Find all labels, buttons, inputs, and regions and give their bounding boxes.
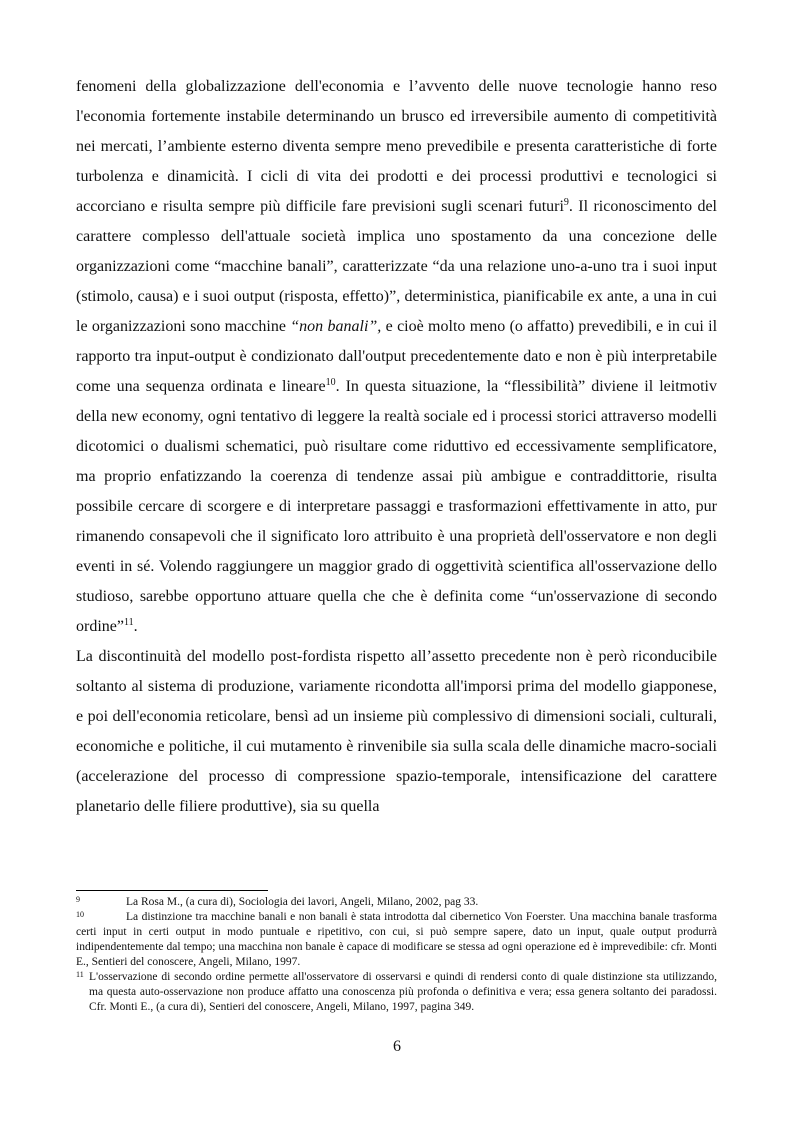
paragraph-2: La discontinuità del modello post-fordista rispetto all’assetto precedente non è però riconducibile soltanto al sistema di produzione, variamente ricondotta all'imporsi prima del modello giapponese, e poi dell'economia reticolare, bensì ad un insieme più complessivo di dimensioni sociali, culturali, economiche e politiche, il cui mutamento è rinvenibile sia sulla scala delle dinamiche macro-sociali (accelerazione del processo di compressione spazio-temporale, intensificazione del carattere planetario delle filiere produttive), sia su quella xyxy=(76,648,717,815)
paragraph-1 xyxy=(76,72,717,642)
footnote-number: 9 xyxy=(76,895,80,904)
footnote-separator xyxy=(76,890,268,891)
footnote-text: La Rosa M., (a cura di), Sociologia dei lavori, Angeli, Milano, 2002, pag 33. xyxy=(126,896,479,908)
paragraph-1-part-e: . xyxy=(133,618,138,635)
footnote-9 xyxy=(76,895,717,910)
paragraph-1-part-d: . In questa situazione, la “flessibilità” diviene il leitmotiv della new economy, ogni tentativo di leggere la realtà sociale ed i processi storici attraverso modelli dicotomici o dualismi schematici, può risultare come riduttivo ed eccessivamente semplificatore, ma proprio enfatizzando la coerenza di tendenze assai più ambigue e contraddittorie, risulta possibile cercare di scorgere e di interpretare passaggi e trasformazioni effettivamente in atto, pur rimanendo consapevoli che il significato loro attribuito è una proprietà dell'osservatore e non degli eventi in sé. Volendo raggiungere un maggior grado di oggettività scientifica all'osservazione dello studioso, sarebbe opportuno attuare quella che che è definita come “un'osservazione di secondo ordine” xyxy=(76,378,717,635)
footnote-10 xyxy=(76,910,717,970)
paragraph-1-part-a: fenomeni della globalizzazione dell'economia e l’avvento delle nuove tecnologie hanno reso l'economia fortemente instabile determinando un brusco ed irreversibile aumento di competitività nei mercati, l’ambiente esterno diventa sempre meno prevedibile e presenta caratteristiche di forte turbolenza e dinamicità. I cicli di vita dei prodotti e dei processi produttivi e tecnologici si accorciano e risulta sempre più difficile fare previsioni sugli scenari futuri xyxy=(76,78,717,215)
footnote-ref-11[interactable]: 11 xyxy=(123,617,134,628)
footnote-11 xyxy=(76,970,717,1015)
footnote-number: 10 xyxy=(76,910,84,919)
paragraph-1-part-c: e cioè molto meno (o affatto) prevedibili, e in cui il rapporto tra input-output è condizionato dall'output precedentemente dato e non è più interpretabile come una sequenza ordinata e lineare xyxy=(76,318,718,395)
footnote-text: L'osservazione di secondo ordine permette all'osservatore di osservarsi e quindi di rendersi conto di quale distinzione sta utilizzando, ma questa auto-osservazione non produce affatto una conoscenza più profonda o definitiva e vera; essa genera soltanto dei paradossi. Cfr. Monti E., (a cura di), Sentieri del conoscere, Angeli, Milano, 1997, pagina 349. xyxy=(89,971,717,1013)
footnote-text: La distinzione tra macchine banali e non banali è stata introdotta dal cibernetico Von Foerster. Una macchina banale trasforma certi input in certi output in modo puntuale e ripetitivo, con cui, si può sempre sapere, dato un input, quale output produrrà indipendentemente dal tempo; una macchina non banale è capace di modificare se stessa ad ogni operazione ed è imprevedibile: cfr. Monti E., Sentieri del conoscere, Angeli, Milano, 1997. xyxy=(76,911,717,968)
paragraph-1-part-b: . Il riconoscimento del carattere complesso dell'attuale società implica uno spostamento da una concezione delle organizzazioni come “macchine banali”, caratterizzate “da una relazione uno-a-uno tra i suoi input (stimolo, causa) e i suoi output (risposta, effetto)”, deterministica, pianificabile ex ante, a una in cui le organizzazioni sono macchine xyxy=(76,198,717,335)
footnote-ref-9[interactable]: 9 xyxy=(563,197,569,208)
page-number: 6 xyxy=(393,1038,401,1055)
footnotes xyxy=(76,895,717,1015)
footnote-ref-10[interactable]: 10 xyxy=(325,377,336,388)
paragraph-1-italic: “non banali”, xyxy=(290,318,382,335)
footnote-number: 11 xyxy=(76,970,84,979)
main-text xyxy=(76,72,717,822)
